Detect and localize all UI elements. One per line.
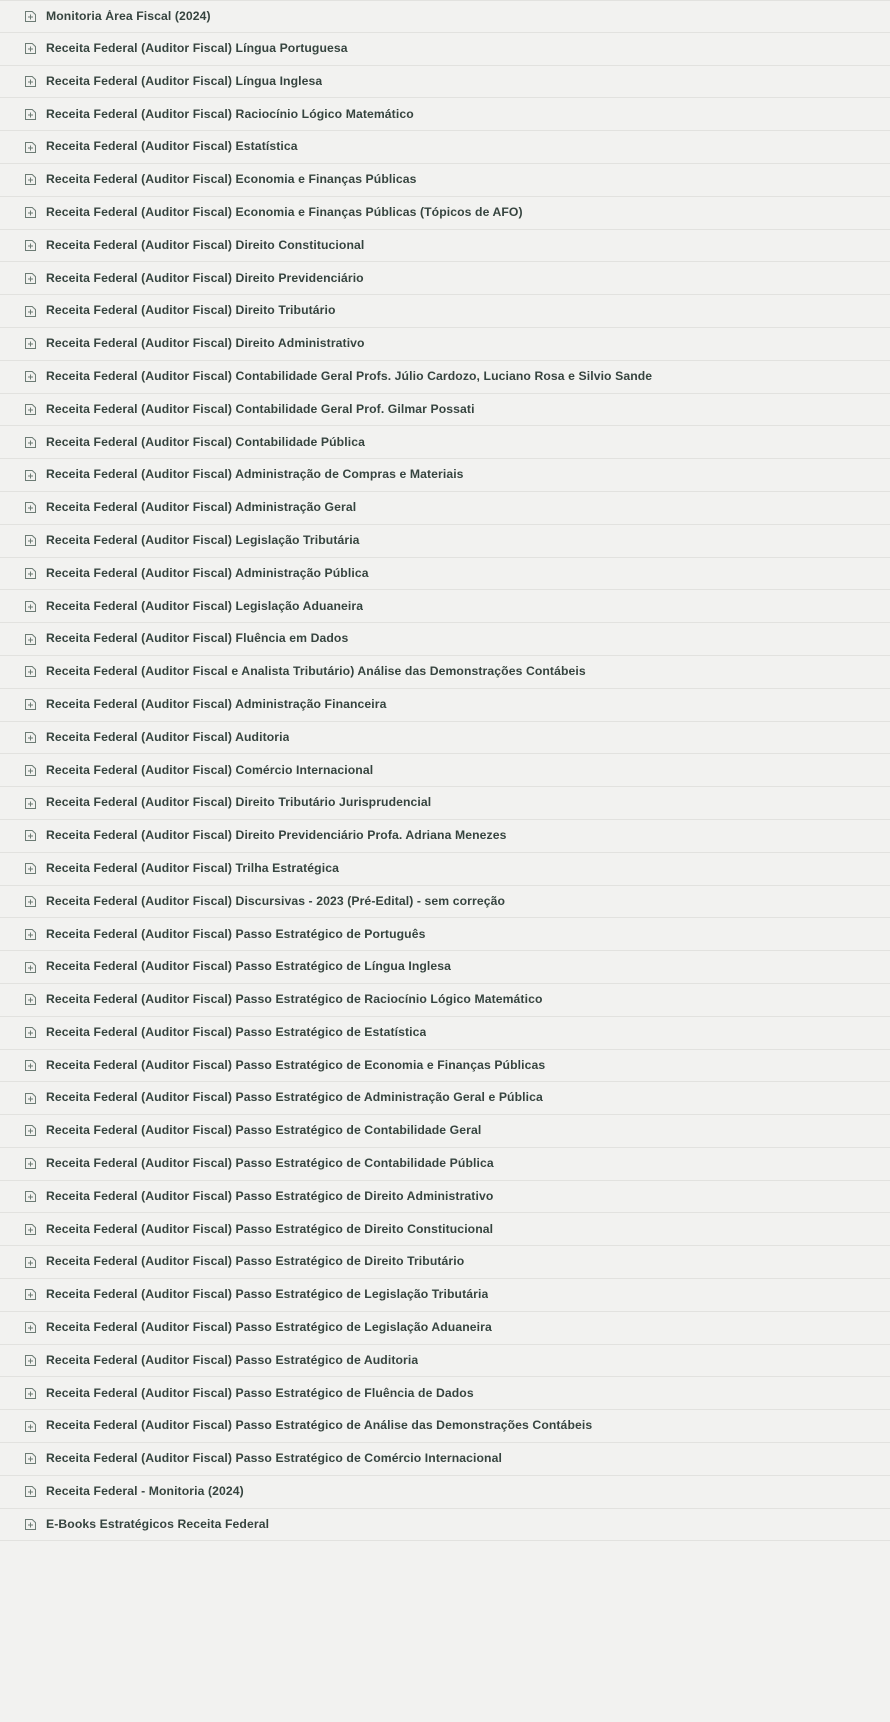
course-list-item-label: Receita Federal (Auditor Fiscal) Passo Estratégico de Contabilidade Pública [46,1157,494,1171]
course-list-item-label: Receita Federal (Auditor Fiscal) Passo Estratégico de Raciocínio Lógico Matemático [46,993,543,1007]
course-list-item-label: Receita Federal (Auditor Fiscal) Passo Estratégico de Comércio Internacional [46,1452,502,1466]
course-list-item-label: Receita Federal (Auditor Fiscal) Economia e Finanças Públicas (Tópicos de AFO) [46,205,523,219]
course-list-item-label: Receita Federal (Auditor Fiscal) Discursivas - 2023 (Pré-Edital) - sem correção [46,894,506,908]
course-list-item-label: Receita Federal (Auditor Fiscal) Comércio Internacional [46,763,374,777]
expand-plus-icon[interactable] [24,141,37,154]
course-list-item[interactable] [0,1279,890,1312]
course-list-item-label: Receita Federal (Auditor Fiscal) Administração Financeira [46,697,387,711]
expand-plus-icon[interactable] [24,797,37,810]
expand-plus-icon[interactable] [24,1420,37,1433]
course-list-item[interactable] [0,1377,890,1410]
course-list-item[interactable] [0,66,890,99]
expand-plus-icon[interactable] [24,1124,37,1137]
course-list-item-label: Receita Federal (Auditor Fiscal) Passo Estratégico de Economia e Finanças Públicas [46,1058,546,1072]
course-list-item[interactable] [0,394,890,427]
expand-plus-icon[interactable] [24,1485,37,1498]
course-list-item[interactable] [0,951,890,984]
expand-plus-icon[interactable] [24,337,37,350]
course-list-item-label: Receita Federal (Auditor Fiscal) Economia e Finanças Públicas [46,173,417,187]
course-list-item[interactable] [0,918,890,951]
course-list-item-label: Receita Federal (Auditor Fiscal) Legislação Tributária [46,533,360,547]
course-list-item[interactable] [0,1213,890,1246]
expand-plus-icon[interactable] [24,1288,37,1301]
expand-plus-icon[interactable] [24,1354,37,1367]
course-list-item-label: Receita Federal (Auditor Fiscal) Trilha Estratégica [46,861,339,875]
expand-plus-icon[interactable] [24,993,37,1006]
expand-plus-icon[interactable] [24,1157,37,1170]
expand-plus-icon[interactable] [24,698,37,711]
expand-plus-icon[interactable] [24,1223,37,1236]
course-list-item-label: Receita Federal (Auditor Fiscal) Passo Estratégico de Legislação Tributária [46,1288,489,1302]
expand-plus-icon[interactable] [24,764,37,777]
expand-plus-icon[interactable] [24,1092,37,1105]
course-list-item-label: Receita Federal (Auditor Fiscal) Estatística [46,140,298,154]
expand-plus-icon[interactable] [24,895,37,908]
course-list-item[interactable] [0,1246,890,1279]
course-list-item[interactable] [0,492,890,525]
course-list-item[interactable] [0,1410,890,1443]
course-list-item[interactable] [0,131,890,164]
expand-plus-icon[interactable] [24,1190,37,1203]
course-list-item[interactable] [0,1312,890,1345]
course-list-item[interactable] [0,459,890,492]
course-list-item[interactable] [0,1148,890,1181]
expand-plus-icon[interactable] [24,1321,37,1334]
course-list-item[interactable] [0,295,890,328]
course-list-item-label: Receita Federal (Auditor Fiscal) Administração de Compras e Materiais [46,468,464,482]
expand-plus-icon[interactable] [24,928,37,941]
course-list-item-label: Receita Federal (Auditor Fiscal) Direito Tributário Jurisprudencial [46,796,432,810]
expand-plus-icon[interactable] [24,1256,37,1269]
course-list-item-label: Receita Federal (Auditor Fiscal) Direito Previdenciário Profa. Adriana Menezes [46,829,507,843]
course-list-item-label: Receita Federal (Auditor Fiscal) Passo Estratégico de Administração Geral e Pública [46,1091,543,1105]
course-list-item[interactable] [0,1050,890,1083]
course-list-item-label: Receita Federal (Auditor Fiscal) Direito Tributário [46,304,336,318]
course-list-item[interactable] [0,1345,890,1378]
expand-plus-icon[interactable] [24,1518,37,1531]
course-list-item-label: Receita Federal (Auditor Fiscal) Direito Previdenciário [46,271,364,285]
expand-plus-icon[interactable] [24,600,37,613]
expand-plus-icon[interactable] [24,272,37,285]
expand-plus-icon[interactable] [24,1059,37,1072]
expand-plus-icon[interactable] [24,469,37,482]
course-list-item[interactable] [0,984,890,1017]
expand-plus-icon[interactable] [24,75,37,88]
course-list-item-label: Receita Federal (Auditor Fiscal) Passo Estratégico de Direito Tributário [46,1255,465,1269]
course-list-item[interactable] [0,1509,890,1542]
course-list-item-label: Receita Federal (Auditor Fiscal) Contabilidade Pública [46,435,365,449]
course-list-item-label: Receita Federal (Auditor Fiscal) Passo Estratégico de Análise das Demonstrações Contábeis [46,1419,593,1433]
course-list-item[interactable] [0,754,890,787]
course-list-item-label: Receita Federal (Auditor Fiscal) Passo Estratégico de Estatística [46,1025,427,1039]
course-list-item-label: Receita Federal (Auditor Fiscal) Língua Inglesa [46,74,323,88]
course-list-item-label: Receita Federal (Auditor Fiscal) Passo Estratégico de Direito Administrativo [46,1189,494,1203]
course-list-item[interactable] [0,1017,890,1050]
course-list-item-label: Receita Federal (Auditor Fiscal) Passo Estratégico de Língua Inglesa [46,960,452,974]
course-list-item[interactable] [0,197,890,230]
course-list-item[interactable] [0,722,890,755]
expand-plus-icon[interactable] [24,42,37,55]
course-list-item[interactable] [0,886,890,919]
course-list-item[interactable] [0,558,890,591]
course-list-item[interactable] [0,262,890,295]
expand-plus-icon[interactable] [24,1026,37,1039]
course-list-item[interactable] [0,853,890,886]
expand-plus-icon[interactable] [24,731,37,744]
expand-plus-icon[interactable] [24,567,37,580]
expand-plus-icon[interactable] [24,665,37,678]
expand-plus-icon[interactable] [24,173,37,186]
expand-plus-icon[interactable] [24,829,37,842]
course-list-item-label: Receita Federal (Auditor Fiscal) Legislação Aduaneira [46,599,364,613]
course-list-item[interactable] [0,361,890,394]
course-list-item-label: Receita Federal (Auditor Fiscal) Contabilidade Geral Profs. Júlio Cardozo, Luciano Rosa e Silvio Sande [46,369,653,383]
course-list-item[interactable] [0,689,890,722]
course-list-item-label: Receita Federal (Auditor Fiscal) Passo Estratégico de Legislação Aduaneira [46,1321,492,1335]
course-list-item[interactable] [0,164,890,197]
course-list-item[interactable] [0,0,890,33]
expand-plus-icon[interactable] [24,436,37,449]
course-list-item[interactable] [0,1115,890,1148]
expand-plus-icon[interactable] [24,305,37,318]
course-list-item[interactable] [0,426,890,459]
expand-plus-icon[interactable] [24,534,37,547]
course-list-item[interactable] [0,623,890,656]
course-list-item[interactable] [0,1181,890,1214]
course-list-item-label: Receita Federal (Auditor Fiscal) Passo Estratégico de Auditoria [46,1353,419,1367]
expand-plus-icon[interactable] [24,370,37,383]
expand-plus-icon[interactable] [24,403,37,416]
course-list-item-label: Receita Federal (Auditor Fiscal) Passo Estratégico de Contabilidade Geral [46,1124,482,1138]
course-list-item[interactable] [0,1476,890,1509]
course-list-item-label: Receita Federal (Auditor Fiscal) Passo Estratégico de Português [46,927,426,941]
course-list-item-label: Receita Federal (Auditor Fiscal) Direito Administrativo [46,337,365,351]
course-list-item[interactable] [0,230,890,263]
expand-plus-icon[interactable] [24,862,37,875]
course-list-item[interactable] [0,1443,890,1476]
expand-plus-icon[interactable] [24,1387,37,1400]
course-list-item-label: Receita Federal (Auditor Fiscal e Analista Tributário) Análise das Demonstrações Contábeis [46,665,586,679]
course-list-item[interactable] [0,1082,890,1115]
course-list-item-label: Receita Federal (Auditor Fiscal) Fluência em Dados [46,632,349,646]
expand-plus-icon[interactable] [24,239,37,252]
expand-plus-icon[interactable] [24,206,37,219]
course-list-item-label: Receita Federal (Auditor Fiscal) Direito Constitucional [46,238,365,252]
course-list-item[interactable] [0,656,890,689]
course-list-item-label: Receita Federal - Monitoria (2024) [46,1485,244,1499]
course-list-item-label: Receita Federal (Auditor Fiscal) Contabilidade Geral Prof. Gilmar Possati [46,402,475,416]
expand-plus-icon[interactable] [24,1452,37,1465]
expand-plus-icon[interactable] [24,10,37,23]
course-list-item-label: Receita Federal (Auditor Fiscal) Língua Portuguesa [46,41,348,55]
course-list-item-label: Receita Federal (Auditor Fiscal) Auditoria [46,730,290,744]
course-list-item[interactable] [0,787,890,820]
expand-plus-icon[interactable] [24,108,37,121]
course-list-item[interactable] [0,590,890,623]
course-list-item[interactable] [0,328,890,361]
course-list-item[interactable] [0,33,890,66]
expand-plus-icon[interactable] [24,501,37,514]
course-list-item-label: Receita Federal (Auditor Fiscal) Raciocínio Lógico Matemático [46,107,414,121]
course-list-item-label: Receita Federal (Auditor Fiscal) Passo Estratégico de Direito Constitucional [46,1222,494,1236]
course-list-item-label: Monitoria Área Fiscal (2024) [46,9,211,23]
course-list-item-label: E-Books Estratégicos Receita Federal [46,1517,270,1531]
course-list-item-label: Receita Federal (Auditor Fiscal) Passo Estratégico de Fluência de Dados [46,1386,474,1400]
course-list-item[interactable] [0,525,890,558]
course-list-item[interactable] [0,820,890,853]
course-list-item-label: Receita Federal (Auditor Fiscal) Administração Geral [46,501,357,515]
course-list-item[interactable] [0,98,890,131]
expand-plus-icon[interactable] [24,633,37,646]
expand-plus-icon[interactable] [24,961,37,974]
course-list-item-label: Receita Federal (Auditor Fiscal) Administração Pública [46,566,369,580]
